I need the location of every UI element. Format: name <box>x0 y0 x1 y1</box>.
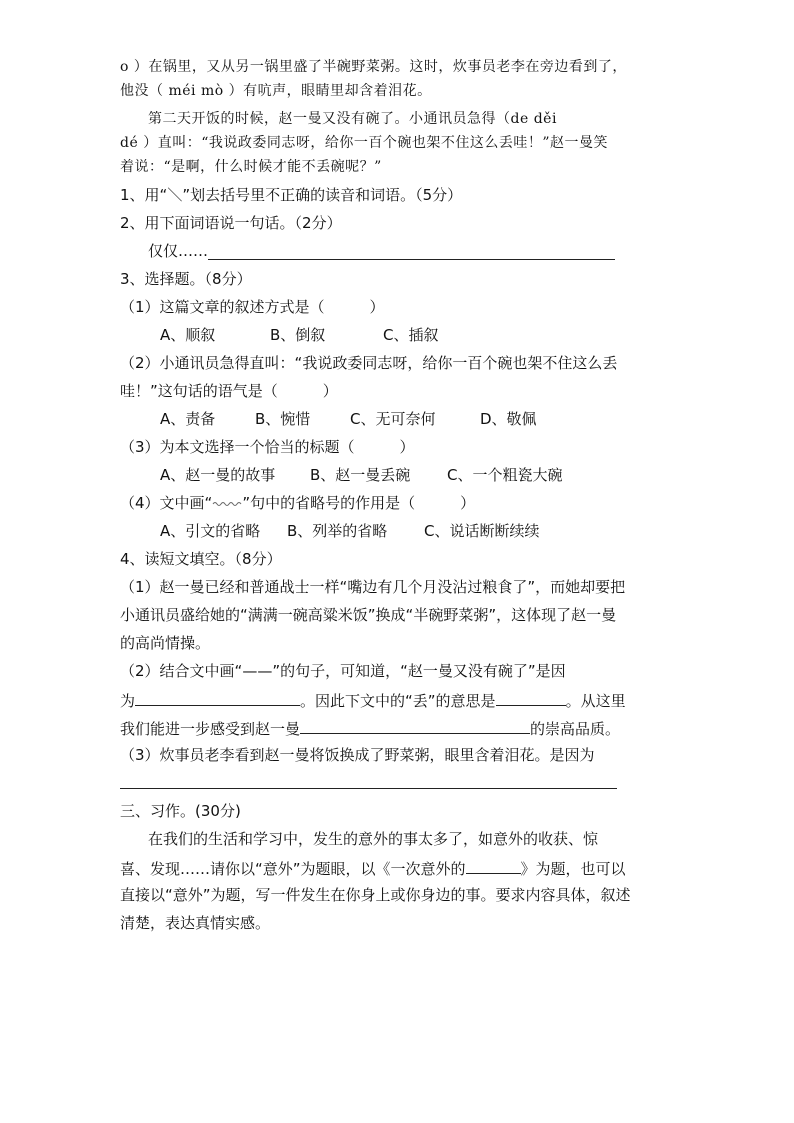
q4-2-line-3 <box>120 717 620 739</box>
passage-line-5: 着说：“是啊，什么时候才能不丢碗呢？” <box>120 159 382 175</box>
q3-3-option-b[interactable]: B、赵一曼丢碗 <box>310 466 411 484</box>
q3-1-option-c[interactable]: C、插叙 <box>383 326 439 344</box>
q3-4-stem-post: ”句中的省略号的作用是（ ） <box>242 494 476 512</box>
q4-1-line-3: 的高尚情操。 <box>120 634 211 652</box>
q3-4-option-c[interactable]: C、说话断断续续 <box>424 522 540 540</box>
q3-2-option-b[interactable]: B、惋惜 <box>255 410 311 428</box>
question-2-prompt: 仅仅…… <box>148 242 209 260</box>
passage-line-1: o ）在锅里，又从另一锅里盛了半碗野菜粥。这时，炊事员老李在旁边看到了， <box>120 59 627 75</box>
q4-2-line3-pre: 我们能进一步感受到赵一曼 <box>120 720 301 738</box>
q3-3-option-a[interactable]: A、赵一曼的故事 <box>160 466 276 484</box>
q3-3-option-c[interactable]: C、一个粗瓷大碗 <box>447 466 563 484</box>
section-3-title: 三、习作。(30分) <box>120 802 241 820</box>
q3-1-option-b[interactable]: B、倒叙 <box>270 326 326 344</box>
q3-3-stem: （3）为本文选择一个恰当的标题（ ） <box>120 438 415 456</box>
composition-line-1: 在我们的生活和学习中，发生的意外的事太多了，如意外的收获、惊 <box>148 830 599 848</box>
blank-quality[interactable] <box>300 717 530 734</box>
q3-2-stem-line-2: 哇！”这句话的语气是（ ） <box>120 382 338 400</box>
wavy-underline-icon <box>212 500 242 508</box>
q4-1-line-2: 小通讯员盛给她的“满满一碗高粱米饭”换成“半碗野菜粥”，这体现了赵一曼 <box>120 606 617 624</box>
q3-2-stem-line-1: （2）小通讯员急得直叫：“我说政委同志呀，给你一百个碗也架不住这么丢 <box>120 354 618 372</box>
q4-2-mid: 。因此下文中的“丢”的意思是 <box>300 692 496 710</box>
question-1: 1、用“＼”划去括号里不正确的读音和词语。（5分） <box>120 186 463 204</box>
q3-2-option-d[interactable]: D、敬佩 <box>480 410 537 428</box>
q4-2-pre: 为 <box>120 692 136 710</box>
composition-line-4: 清楚，表达真情实感。 <box>120 914 271 932</box>
blank-reason[interactable] <box>135 689 300 706</box>
answer-line-q2[interactable] <box>208 259 615 260</box>
q3-4-option-a[interactable]: A、引文的省略 <box>160 522 261 540</box>
answer-line-q4-3[interactable] <box>120 788 617 789</box>
q3-4-option-b[interactable]: B、列举的省略 <box>287 522 388 540</box>
q4-2-line-1: （2）结合文中画“——”的句子，可知道，“赵一曼又没有碗了”是因 <box>120 662 566 680</box>
composition-line-2-post: 》为题，也可以 <box>520 860 626 878</box>
q4-1-line-1: （1）赵一曼已经和普通战士一样“嘴边有几个月没沾过粮食了”，而她却要把 <box>120 578 626 596</box>
blank-title[interactable] <box>466 857 521 874</box>
q3-2-option-a[interactable]: A、责备 <box>160 410 216 428</box>
passage-line-3: 第二天开饭的时候，赵一曼又没有碗了。小通讯员急得（de děi <box>148 111 557 127</box>
composition-line-2 <box>120 857 626 879</box>
composition-line-3: 直接以“意外”为题，写一件发生在你身上或你身边的事。要求内容具体，叙述 <box>120 886 631 904</box>
composition-line-2-pre: 喜、发现……请你以“意外”为题眼，以《一次意外的 <box>120 860 466 878</box>
q4-2-post: 。从这里 <box>565 692 626 710</box>
q3-4-stem-pre: （4）文中画“ <box>120 494 213 512</box>
question-2-title: 2、用下面词语说一句话。（2分） <box>120 214 342 232</box>
q4-2-line-2 <box>120 689 626 711</box>
q3-4-stem <box>120 493 475 513</box>
q4-3-line: （3）炊事员老李看到赵一曼将饭换成了野菜粥，眼里含着泪花。是因为 <box>120 746 595 764</box>
q3-1-option-a[interactable]: A、顺叙 <box>160 326 216 344</box>
blank-meaning[interactable] <box>496 689 566 706</box>
q3-2-option-c[interactable]: C、无可奈何 <box>350 410 436 428</box>
passage-line-2: 他没（ méi mò ）有吭声，眼睛里却含着泪花。 <box>120 83 432 99</box>
passage-line-4: dé ）直叫：“我说政委同志呀，给你一百个碗也架不住这么丢哇！”赵一曼笑 <box>120 135 609 151</box>
q4-2-line3-post: 的崇高品质。 <box>530 720 621 738</box>
question-4-title: 4、读短文填空。（8分） <box>120 550 282 568</box>
question-3-title: 3、选择题。（8分） <box>120 270 252 288</box>
q3-1-stem: （1）这篇文章的叙述方式是（ ） <box>120 298 385 316</box>
